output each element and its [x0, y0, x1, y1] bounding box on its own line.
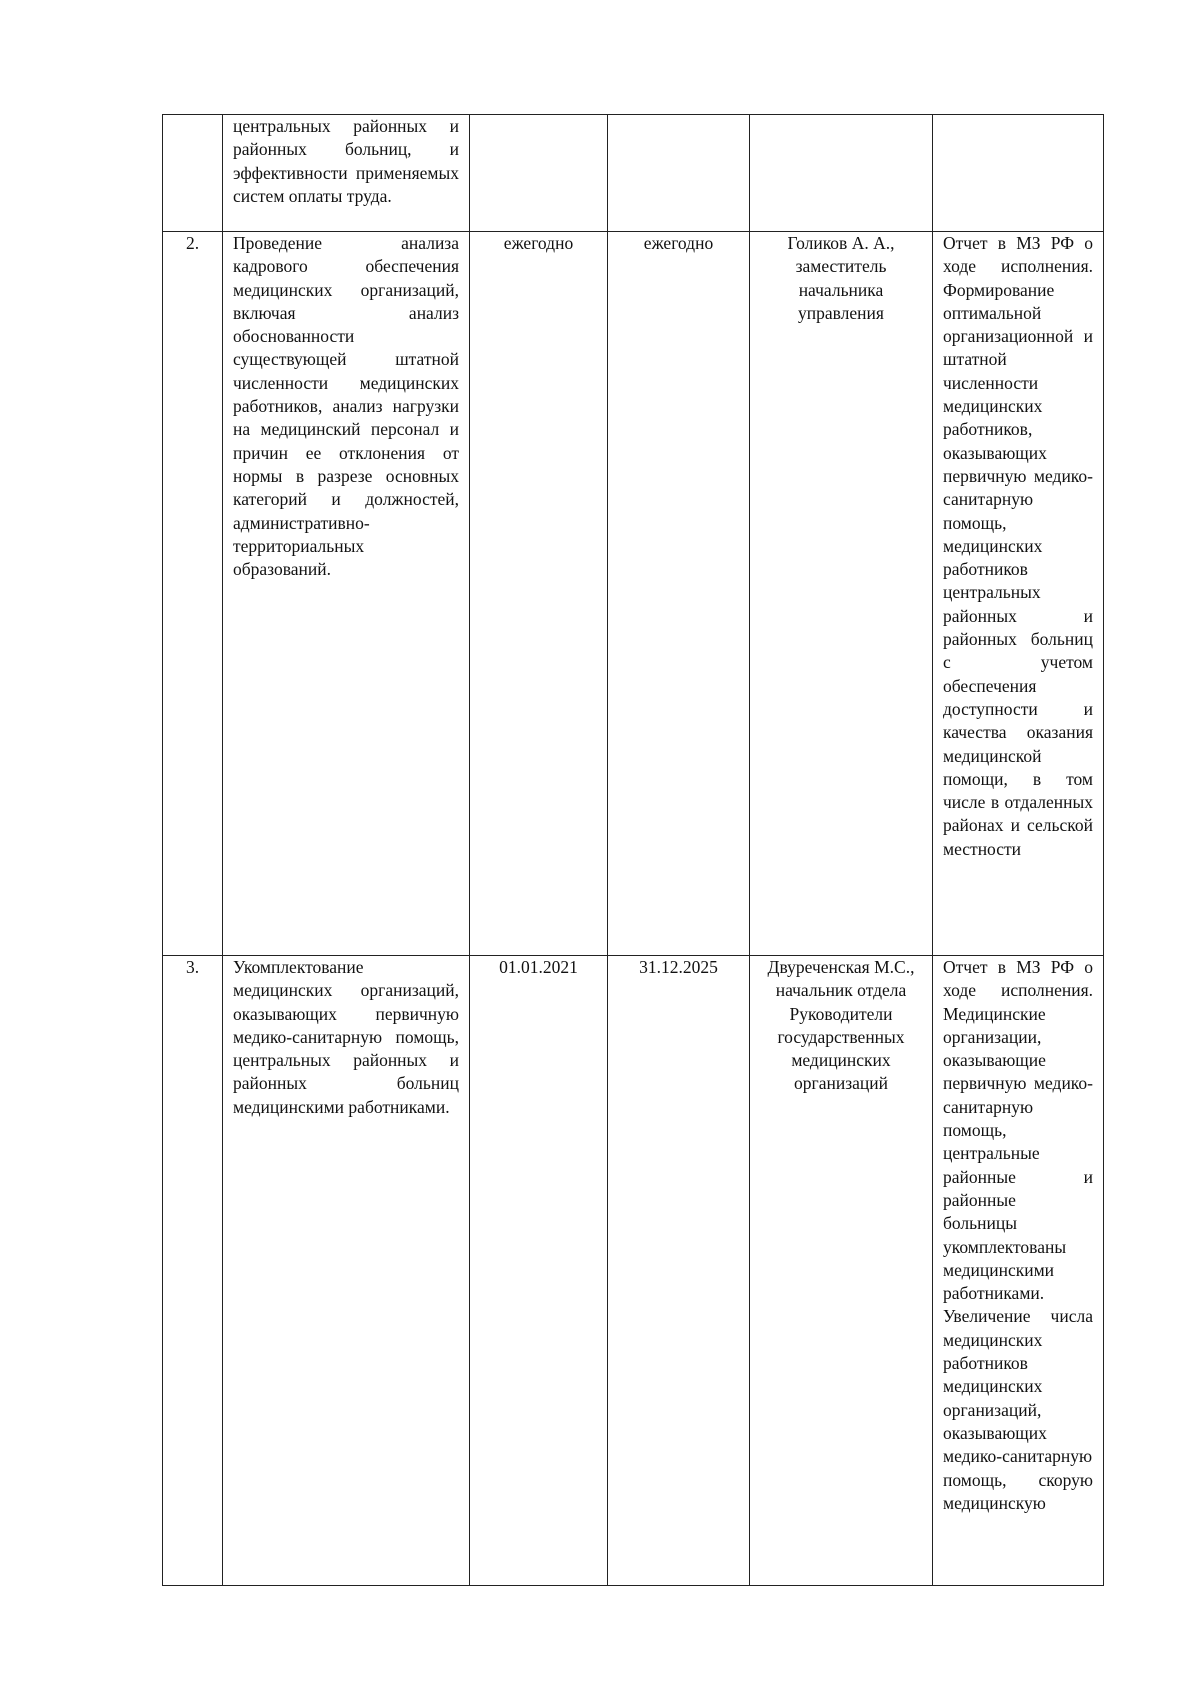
activity-cell: Проведение анализа кадрового обеспечения медицинских организаций, включая анализ обоснованности существующей штатной численности медицинских работников, анализ нагрузки на медицинский персонал и причин ее отклонения от нормы в разрезе основных категорий и должностей, административно-территориальных образований.	[223, 232, 470, 956]
end-date-cell: 31.12.2025	[608, 956, 750, 1586]
table-row	[163, 232, 1104, 956]
responsible-cell: Голиков А. А., заместитель начальника управления	[750, 232, 933, 956]
row-number: 2.	[163, 232, 223, 956]
result-cell	[933, 115, 1104, 232]
result-cell: Отчет в МЗ РФ о ходе исполнения. Формирование оптимальной организационной и штатной численности медицинских работников, оказывающих первичную медико-санитарную помощь, медицинских работников центральных районных и районных больниц с учетом обеспечения доступности и качества оказания медицинской помощи, в том числе в отдаленных районах и сельской местности	[933, 232, 1104, 956]
document-page	[162, 114, 1103, 1586]
activity-cell: центральных районных и районных больниц, и эффективности применяемых систем оплаты труда.	[223, 115, 470, 232]
table-row	[163, 956, 1104, 1586]
plan-table	[162, 114, 1104, 1586]
activity-cell: Укомплектование медицинских организаций, оказывающих первичную медико-санитарную помощь, центральных районных и районных больниц медицинскими работниками.	[223, 956, 470, 1586]
result-cell: Отчет в МЗ РФ о ходе исполнения. Медицинские организации, оказывающие первичную медико-санитарную помощь, центральные районные и районные больницы укомплектованы медицинскими работниками. Увеличение числа медицинских работников медицинских организаций, оказывающих медико-санитарную помощь, скорую медицинскую	[933, 956, 1104, 1586]
responsible-cell	[750, 115, 933, 232]
start-date-cell: ежегодно	[470, 232, 608, 956]
start-date-cell	[470, 115, 608, 232]
start-date-cell: 01.01.2021	[470, 956, 608, 1586]
responsible-cell: Двуреченская М.С., начальник отдела Руководители государственных медицинских организаций	[750, 956, 933, 1586]
table-row	[163, 115, 1104, 232]
end-date-cell	[608, 115, 750, 232]
row-number	[163, 115, 223, 232]
row-number: 3.	[163, 956, 223, 1586]
end-date-cell: ежегодно	[608, 232, 750, 956]
